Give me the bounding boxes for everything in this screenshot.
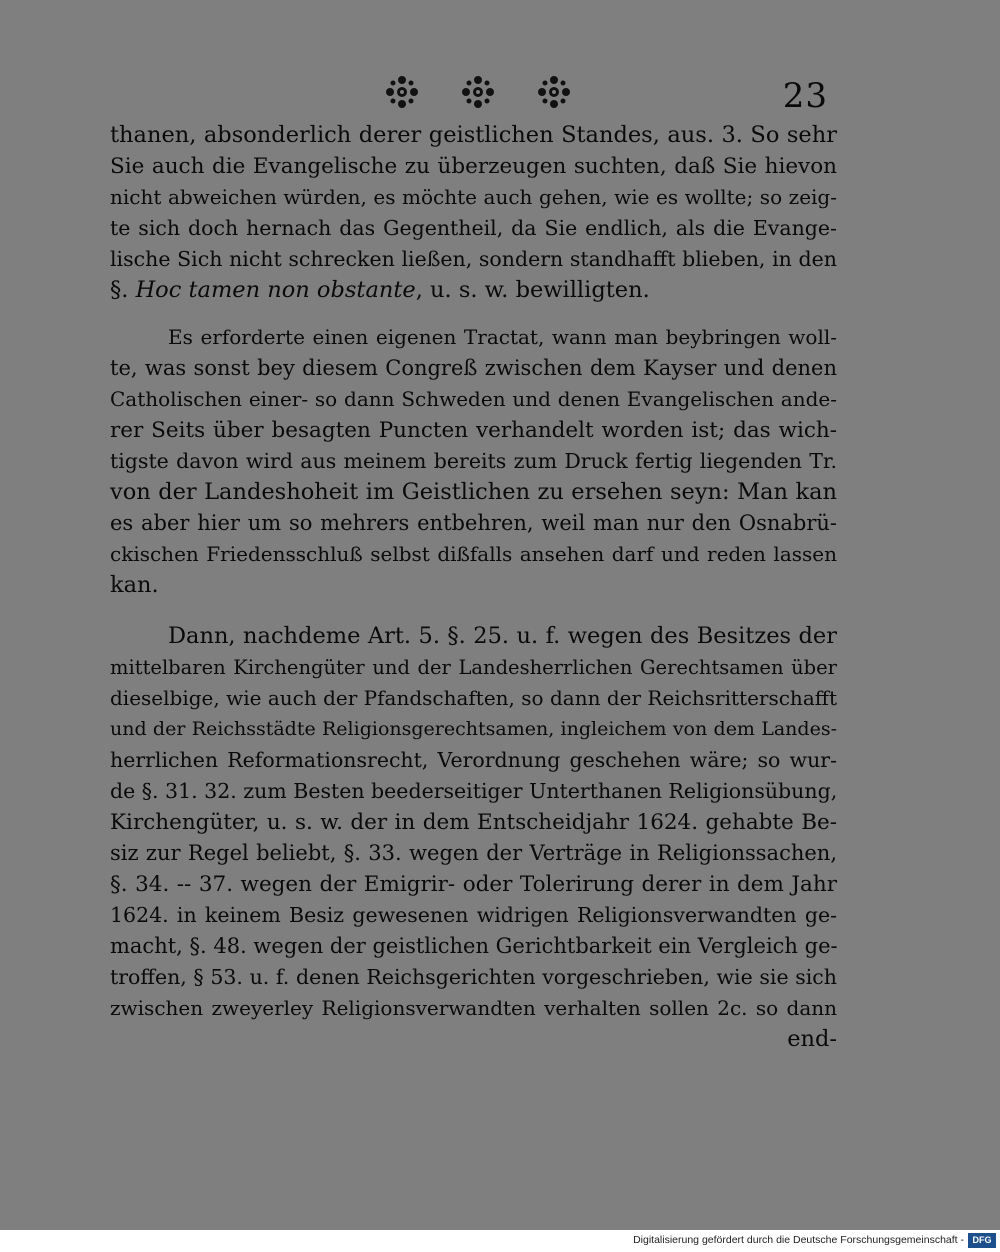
digitization-footer [0,1230,1000,1252]
text-line: nicht abweichen würden, es möchte auch gehen, wie es wollte; so zeig- [110,185,837,209]
paragraph-2 [110,322,837,601]
ornament-icon [382,74,422,110]
text-line: Sie auch die Evangelische zu überzeugen suchten, daß Sie hievon [110,154,837,179]
text-line: und der Reichsstädte Religionsgerechtsamen, ingleichem von dem Landes- [110,718,837,740]
dfg-logo-icon: DFG [968,1233,996,1248]
text-line: tigste davon wird aus meinem bereits zum Druck fertig liegenden Tr. [110,449,837,473]
catchword: end- [787,1026,837,1052]
text-line: lische Sich nicht schrecken ließen, sondern standhafft blieben, in den [110,247,837,271]
funding-credit: Digitalisierung gefördert durch die Deutsche Forschungsgemeinschaft - [633,1234,964,1246]
paragraph-3 [110,621,837,1024]
text-line: von der Landeshoheit im Geistlichen zu ersehen seyn: Man kan [110,479,837,505]
text-line: te sich doch hernach das Gegentheil, da Sie endlich, als die Evange- [110,216,837,240]
text-line: 1624. in keinem Besiz gewesenen widrigen Religionsverwandten ge- [110,903,837,927]
text-line: te, was sonst bey diesem Congreß zwischen dem Kayser und denen [110,356,837,380]
text-line: thanen, absonderlich derer geistlichen Standes, aus. 3. So sehr [110,122,837,148]
header-ornaments [378,74,578,110]
text-line: Dann, nachdeme Art. 5. §. 25. u. f. wegen des Besitzes der [168,623,837,649]
text-line: §. 34. -- 37. wegen der Emigrir- oder Tolerirung derer in dem Jahr [110,872,837,897]
text-line: §. Hoc tamen non obstante, u. s. w. bewilligten. [110,277,650,303]
text-line: kan. [110,572,159,598]
latin-phrase: Hoc tamen non obstante [135,277,416,303]
paragraph-1 [110,120,837,306]
text-line: zwischen zweyerley Religionsverwandten verhalten sollen 2c. so dann [110,996,837,1020]
text-line: troffen, § 53. u. f. denen Reichsgerichten vorgeschrieben, wie sie sich [110,965,837,989]
text-line: macht, §. 48. wegen der geistlichen Gerichtbarkeit ein Vergleich ge- [110,934,838,958]
page-number: 23 [782,76,828,116]
text-line: dieselbige, wie auch der Pfandschaften, so dann der Reichsritterschafft [110,686,837,710]
text-line: herrlichen Reformationsrecht, Verordnung geschehen wäre; so wur- [110,748,837,772]
ornament-icon [458,74,498,110]
text-line: mittelbaren Kirchengüter und der Landesherrlichen Gerechtsamen über [110,656,837,679]
text-line: Kirchengüter, u. s. w. der in dem Entscheidjahr 1624. gehabte Be- [110,810,837,835]
text-line: de §. 31. 32. zum Besten beederseitiger Unterthanen Religionsübung, [110,779,838,803]
text-line: ckischen Friedensschluß selbst dißfalls ansehen darf und reden lassen [110,542,837,566]
text-line: Es erforderte einen eigenen Tractat, wann man beybringen woll- [168,325,837,349]
text-line: rer Seits über besagten Puncten verhandelt worden ist; das wich- [110,418,837,443]
text-line: Catholischen einer- so dann Schweden und denen Evangelischen ande- [110,387,837,411]
text-line: es aber hier um so mehrers entbehren, weil man nur den Osnabrü- [110,511,837,535]
ornament-icon [534,74,574,110]
page-header [0,70,1000,114]
page-body [110,120,837,1055]
text-line: siz zur Regel beliebt, §. 33. wegen der Verträge in Religionssachen, [110,841,837,865]
